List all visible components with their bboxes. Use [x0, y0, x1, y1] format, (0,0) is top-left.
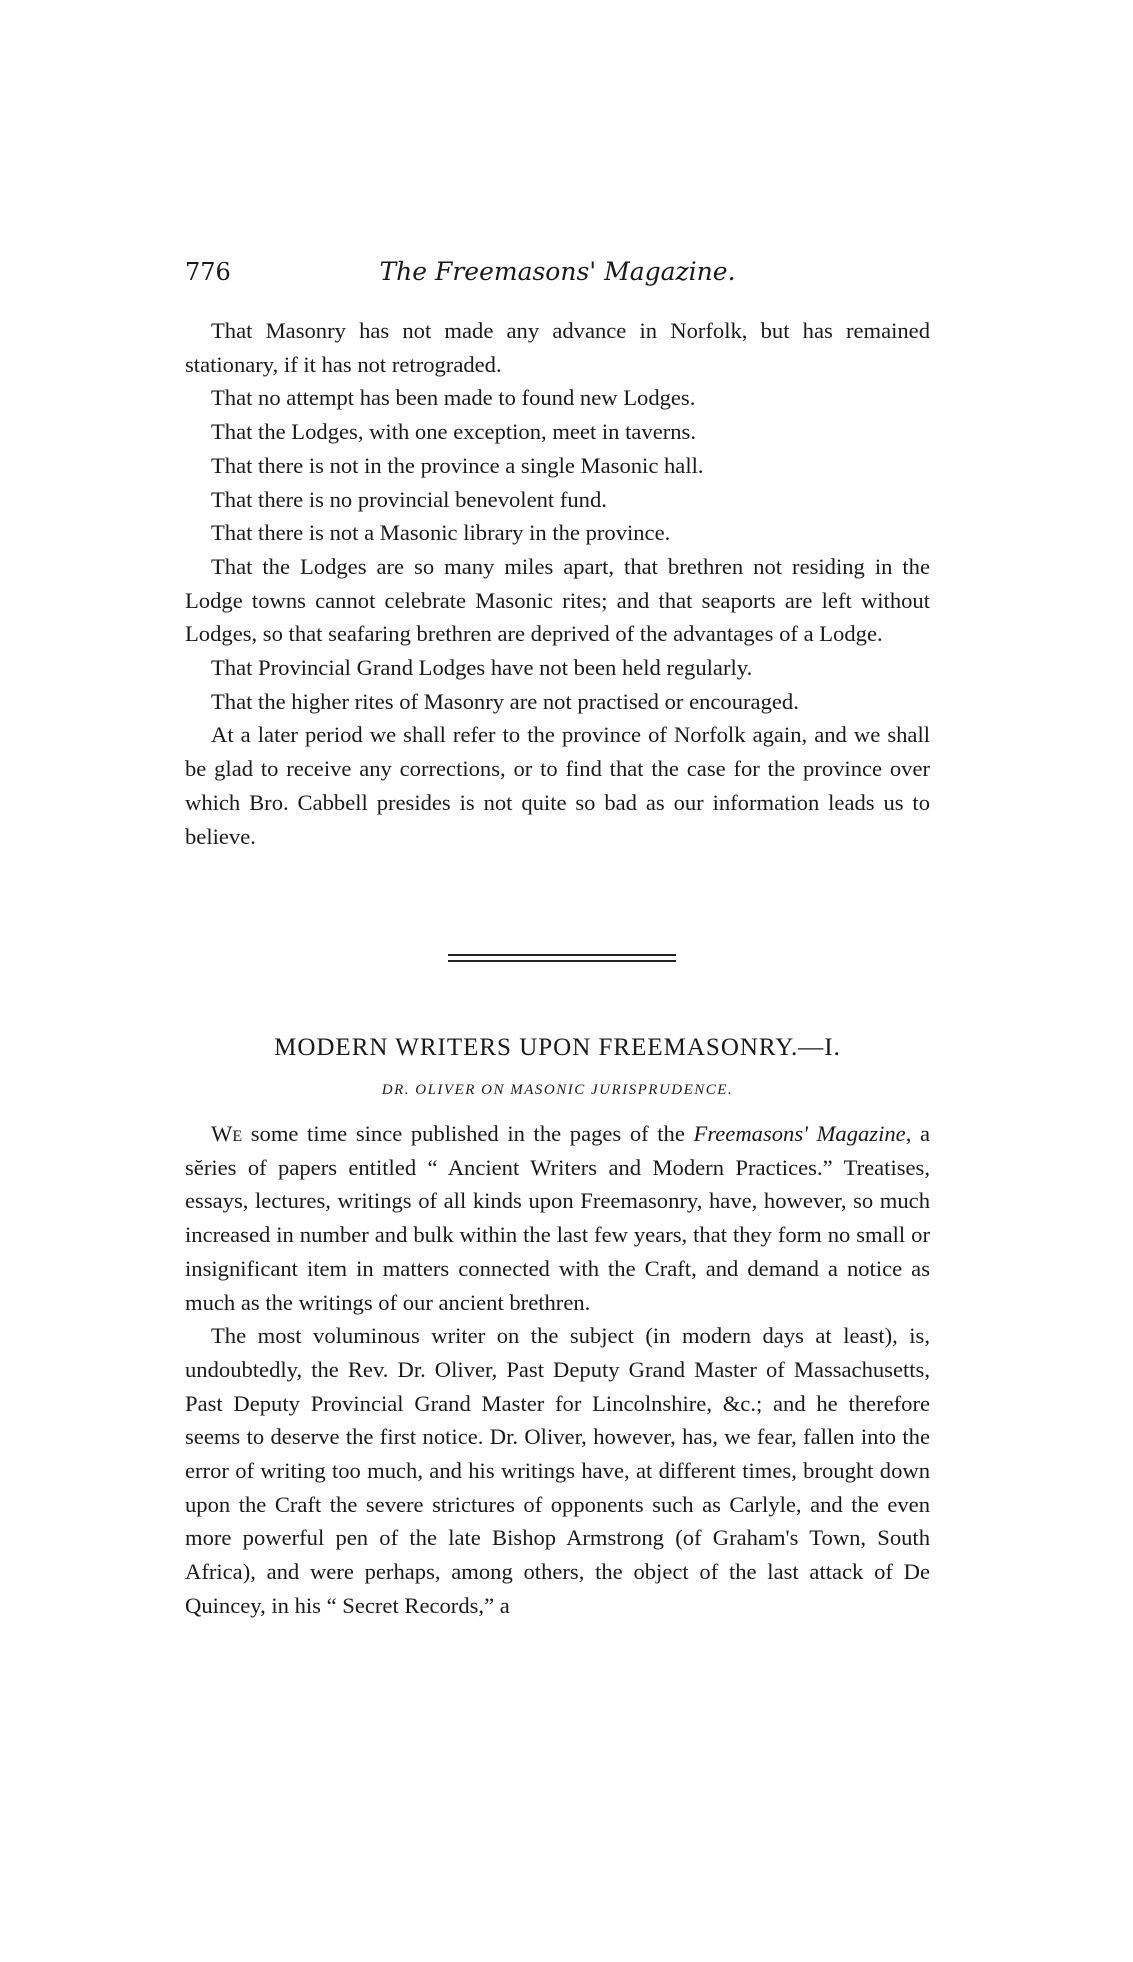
article-subtitle: DR. OLIVER ON MASONIC JURISPRUDENCE.: [381, 1082, 734, 1098]
paragraph: That there is no provincial benevolent fund.: [211, 486, 607, 512]
norfolk-report-section: [185, 314, 930, 853]
drop-word: We: [211, 1121, 243, 1146]
article-paragraph: The most voluminous writer on the subject (in modern days at least), is, undoubtedly, the Rev. Dr. Oliver, Past Deputy Grand Master of Massachusetts, Past Deputy Provincial Grand Master for Lincolnshire, &c.; and he therefore seems to deserve the first notice. Dr. Oliver, however, has, we fear, fallen into the error of writing too much, and his writings have, at different times, brought down upon the Craft the severe strictures of opponents such as Carlyle, and the even more powerful pen of the late Bishop Armstrong (of Graham's Town, South Africa), and were perhaps, among others, the object of the last attack of De Quincey, in his “ Secret Records,” a: [185, 1323, 930, 1618]
text-run: some time since published in the pages of the: [242, 1121, 694, 1146]
paragraph: That no attempt has been made to found new Lodges.: [211, 385, 696, 411]
paragraph: That there is not in the province a single Masonic hall.: [211, 452, 704, 478]
paragraph: That there is not a Masonic library in the province.: [211, 520, 671, 546]
text-run: , a sĕries of papers entitled “ Ancient Writers and Modern Practices.” Treatises, essays, lectures, writings of all kinds upon Freemasonry, have, however, so much increased in number and bulk within the last few years, that they form no small or insignificant item in matters connected with the Craft, and demand a notice as much as the writings of our ancient brethren.: [185, 1121, 930, 1315]
article-body: [185, 1117, 930, 1623]
paragraph: That the Lodges are so many miles apart, that brethren not residing in the Lodge towns cannot celebrate Masonic rites; and that seaports are left without Lodges, so that seafaring brethren are deprived of the advantages of a Lodge.: [185, 553, 930, 647]
paragraph: That Masonry has not made any advance in Norfolk, but has remained stationary, if it has not retrograded.: [185, 318, 930, 377]
article-title: MODERN WRITERS UPON FREEMASONRY.—I.: [274, 1034, 841, 1061]
paragraph: That the Lodges, with one exception, meet in taverns.: [211, 419, 696, 445]
section-divider-rule: [448, 960, 676, 962]
running-title: The Freemasons' Magazine.: [379, 257, 736, 286]
running-head: [185, 254, 930, 290]
paragraph: At a later period we shall refer to the province of Norfolk again, and we shall be glad to receive any corrections, or to find that the case for the province over which Bro. Cabbell presides is not quite so bad as our information leads us to believe.: [185, 722, 930, 849]
section-divider-rule: [448, 954, 676, 956]
paragraph: That Provincial Grand Lodges have not been held regularly.: [211, 655, 753, 681]
paragraph: That the higher rites of Masonry are not practised or encouraged.: [211, 688, 799, 714]
page-number: 776: [185, 258, 231, 286]
article-paragraph: [185, 1117, 930, 1319]
magazine-title-italic: Freemasons' Magazine: [693, 1121, 906, 1146]
